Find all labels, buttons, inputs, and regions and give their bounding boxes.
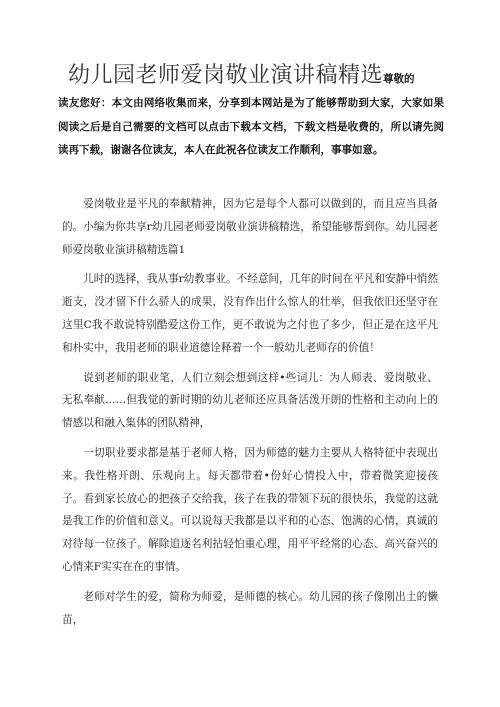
title-line [68,58,468,89]
title-suffix: 尊敬的 [383,73,415,85]
document-body [62,193,438,631]
paragraph: 一切职业要求都是基于老师人格，因为师德的魅力主要从人格特征中表现出来。我性格开朗、乐观向上。每天都带着•份好心情投入中，带着微笑迎接孩子。看到家长放心的把孩子交给我，孩子在我的带领下玩的很快乐，我觉的这就是我工作的价值和意义。可以说每天我都是以平和的心态、饱满的心情，真诚的对待每一位孩子。解除追逐名利拈轻怕重心理，用平平经常的心态、高兴奋兴的心情来F实实在在的事情。 [62,446,438,573]
paragraph: 说到老师的职业笔，人们立刻会想到这样•些词儿：为人师表、爱岗敬业、无私奉献……但我觉的新时期的幼儿老师还应具备活泼开朗的性格和主动向上的情感以和融入集体的团队精神， [62,371,438,430]
paragraph: 儿时的选择，我从事r幼教事业。不经意间，几年的时间在平凡和安静中悄然逝支，没才留下什么骄人的成果，没有作出什么惊人的壮举，但我依旧还坚守在这里C我不敢说特别酷爱这份工作，更不敢说为之付也了多少，但正是在这平凡和朴实中，我用老师的职业道德诠释着一个一般幼儿老师存的价值！ [62,273,438,354]
paragraph: 老师对学生的爱，简称为师爱，是师德的核心。幼儿园的孩子像刚出土的懒苗， [62,590,438,626]
document-title: 幼儿园老师爱岗敬业演讲稿精选 [68,63,384,88]
download-notice: 读友您好：本文由网络收集而来，分享到本网站是为了能够帮助到大家，大家如果阅读之后是自己需要的文档可以点击下载本文档，下载文档是收费的，所以请先阅读再下载，谢谢各位读友，本人在此祝各位读友工作顺利，事事如意。 [58,97,444,156]
paragraph: 爱岗敬业是平凡的奉献精神，因为它是每个人都可以做到的，而且应当具备的。小编为你共享r幼儿园老师爱岗敬业演讲稿精选，希望能够帮到你。幼儿园老师爱岗敬业演讲稿精选篇1 [62,198,438,256]
